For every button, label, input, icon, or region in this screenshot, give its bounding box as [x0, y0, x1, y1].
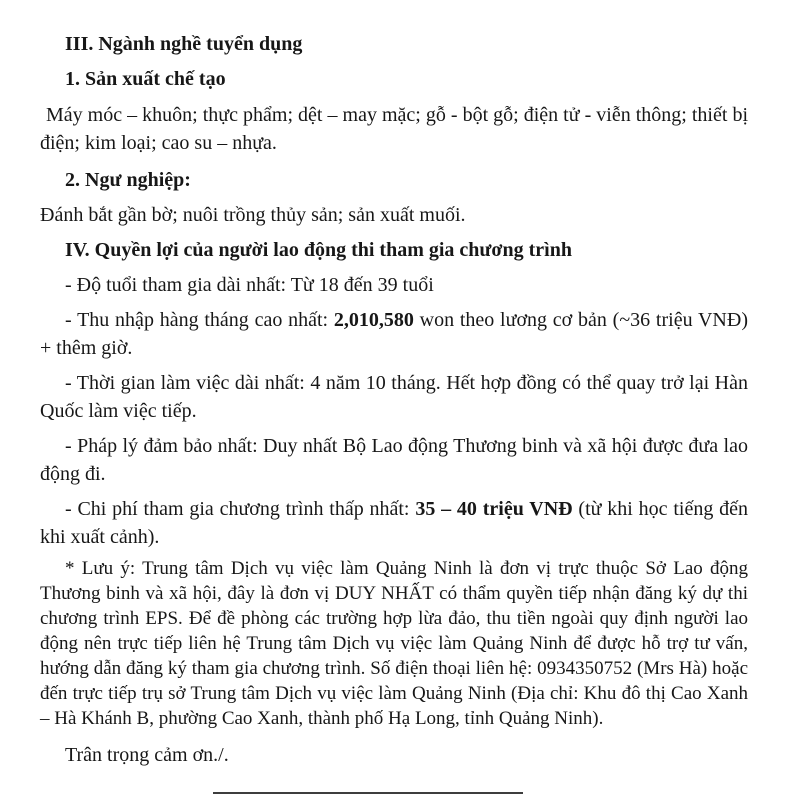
bullet-income-text-post: won theo lương cơ bản (~36 triệu VNĐ) + thêm giờ.: [40, 309, 748, 359]
bullet-cost-amount: 35 – 40 triệu VNĐ: [415, 498, 573, 520]
bullet-income-text-pre: - Thu nhập hàng tháng cao nhất:: [65, 309, 334, 331]
bullet-cost-text-post: (từ khi học tiếng đến khi xuất cảnh).: [40, 498, 749, 548]
paragraph-fishery-jobs: Đánh bắt gần bờ; nuôi trồng thủy sản; sản xuất muối.: [40, 204, 466, 226]
bullet-duration: - Thời gian làm việc dài nhất: 4 năm 10 tháng. Hết hợp đồng có thể quay trở lại Hàn Quốc làm việc tiếp.: [40, 372, 748, 422]
footer-divider: [213, 792, 523, 794]
paragraph-note: * Lưu ý: Trung tâm Dịch vụ việc làm Quảng Ninh là đơn vị trực thuộc Sở Lao động Thương binh và xã hội, đây là đơn vị DUY NHẤT có thẩm quyền tiếp nhận đăng ký dự thi chương trình EPS. Để đề phòng các trường hợp lừa đảo, thu tiền ngoài quy định người lao động nên trực tiếp liên hệ Trung tâm Dịch vụ việc làm Quảng Ninh để được hỗ trợ tư vấn, hướng dẫn đăng ký tham gia chương trình. Số điện thoại liên hệ: 0934350752 (Mrs Hà) hoặc đến trực tiếp trụ sở Trung tâm Dịch vụ việc làm Quảng Ninh (Địa chỉ: Khu đô thị Cao Xanh – Hà Khánh B, phường Cao Xanh, thành phố Hạ Long, tỉnh Quảng Ninh).: [40, 558, 748, 729]
bullet-age: - Độ tuổi tham gia dài nhất: Từ 18 đến 39 tuổi: [65, 274, 434, 296]
bullet-income-amount: 2,010,580: [333, 309, 414, 331]
heading-section-4: IV. Quyền lợi của người lao động thi tham gia chương trình: [65, 239, 572, 261]
paragraph-closing: Trân trọng cảm ơn./.: [65, 744, 229, 766]
paragraph-manufacturing-jobs: Máy móc – khuôn; thực phẩm; dệt – may mặc; gỗ - bột gỗ; điện tử - viễn thông; thiết bị điện; kim loại; cao su – nhựa.: [40, 104, 748, 154]
bullet-cost: [40, 495, 748, 551]
heading-fishery: 2. Ngư nghiệp:: [65, 169, 191, 191]
bullet-income: [40, 306, 748, 362]
heading-section-3: III. Ngành nghề tuyển dụng: [65, 33, 303, 55]
heading-manufacturing: 1. Sản xuất chế tạo: [65, 68, 226, 90]
bullet-cost-text-pre: - Chi phí tham gia chương trình thấp nhất:: [65, 498, 416, 520]
bullet-legal: - Pháp lý đảm bảo nhất: Duy nhất Bộ Lao động Thương binh và xã hội được đưa lao động đi.: [40, 435, 748, 485]
